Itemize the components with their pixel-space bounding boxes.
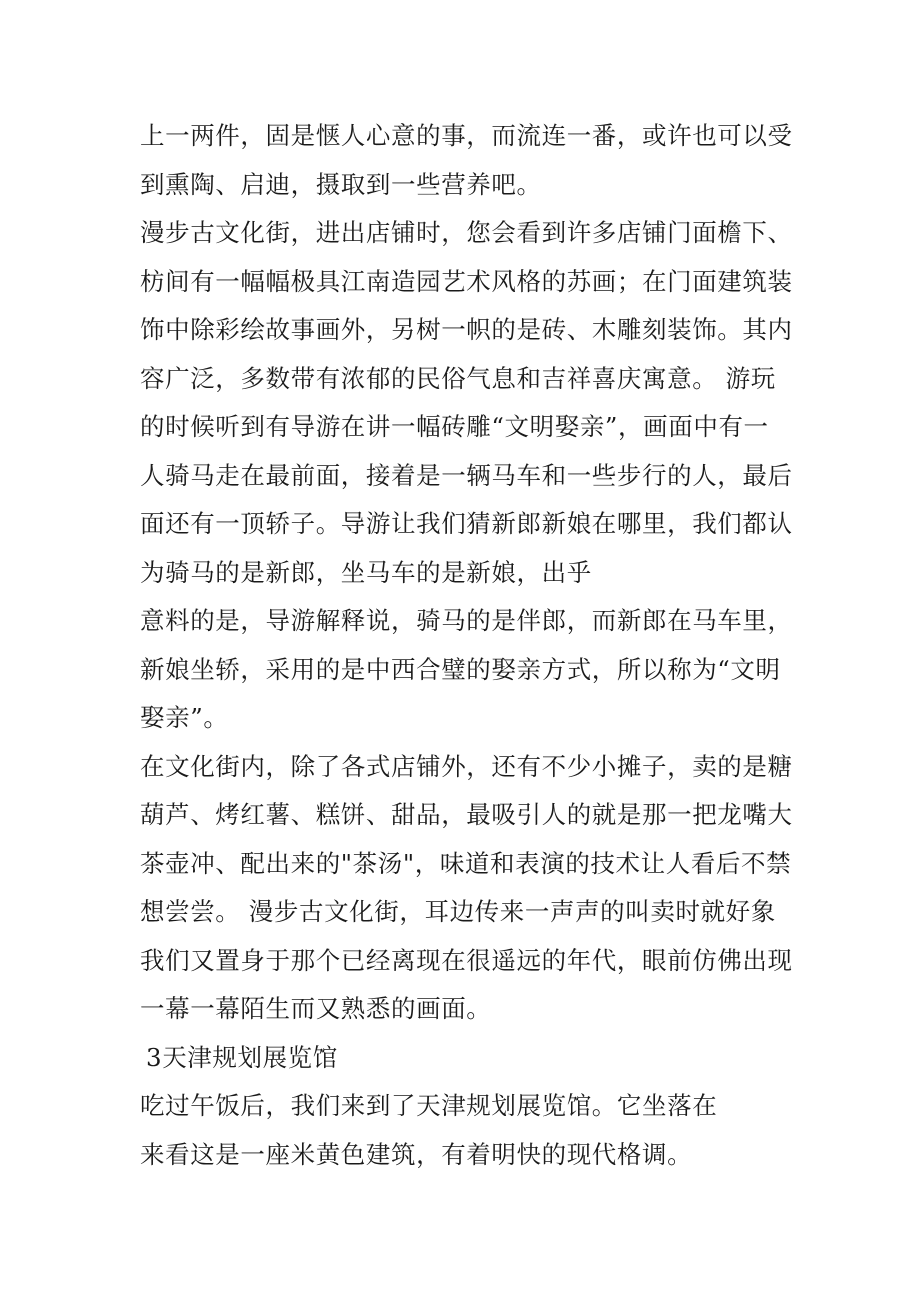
- text-line: 意料的是，导游解释说，骑马的是伴郎，而新郎在马车里，: [140, 606, 793, 635]
- text-line: 的时候听到有导游在讲一幅砖雕“文明娶亲”，画面中有一: [140, 412, 769, 441]
- text-line: 一幕一幕陌生而又熟悉的画面。: [140, 994, 492, 1023]
- text-line: 娶亲”。: [140, 703, 229, 732]
- text-line: 吃过午饭后，我们来到了天津规划展览馆。它坐落在: [140, 1091, 718, 1120]
- text-line: 来看这是一座米黄色建筑，有着明快的现代格调。: [140, 1139, 693, 1169]
- text-line: 新娘坐轿，采用的是中西合璧的娶亲方式，所以称为“文明: [140, 654, 781, 684]
- text-line: 上一两件，固是惬人心意的事，而流连一番，或许也可以受: [140, 121, 793, 150]
- text-line: 饰中除彩绘故事画外，另树一帜的是砖、木雕刻装饰。其内: [140, 315, 793, 344]
- text-line: 想尝尝。 漫步古文化街，耳边传来一声声的叫卖时就好象: [140, 897, 776, 926]
- text-line: 枋间有一幅幅极具江南造园艺术风格的苏画；在门面建筑装: [140, 266, 793, 296]
- text-line: 茶壶冲、配出来的"茶汤"，味道和表演的技术让人看后不禁: [140, 848, 792, 878]
- text-line: 漫步古文化街，进出店铺时，您会看到许多店铺门面檐下、: [140, 218, 793, 247]
- text-line: 为骑马的是新郎，坐马车的是新娘，出乎: [140, 557, 592, 587]
- document-body: [140, 112, 800, 1179]
- section-heading: 3天津规划展览馆: [146, 1042, 338, 1072]
- text-line: 葫芦、烤红薯、糕饼、甜品，最吸引人的就是那一把龙嘴大: [140, 800, 793, 829]
- text-line: 面还有一顶轿子。导游让我们猜新郎新娘在哪里，我们都认: [140, 509, 793, 538]
- text-line: 人骑马走在最前面，接着是一辆马车和一些步行的人，最后: [140, 460, 793, 490]
- text-line: 容广泛，多数带有浓郁的民俗气息和吉祥喜庆寓意。 游玩: [140, 363, 776, 393]
- text-line: 到熏陶、启迪，摄取到一些营养吧。: [140, 169, 542, 199]
- text-line: 我们又置身于那个已经离现在很遥远的年代，眼前仿佛出现: [140, 945, 793, 975]
- text-line: 在文化街内，除了各式店铺外，还有不少小摊子，卖的是糖: [140, 751, 793, 781]
